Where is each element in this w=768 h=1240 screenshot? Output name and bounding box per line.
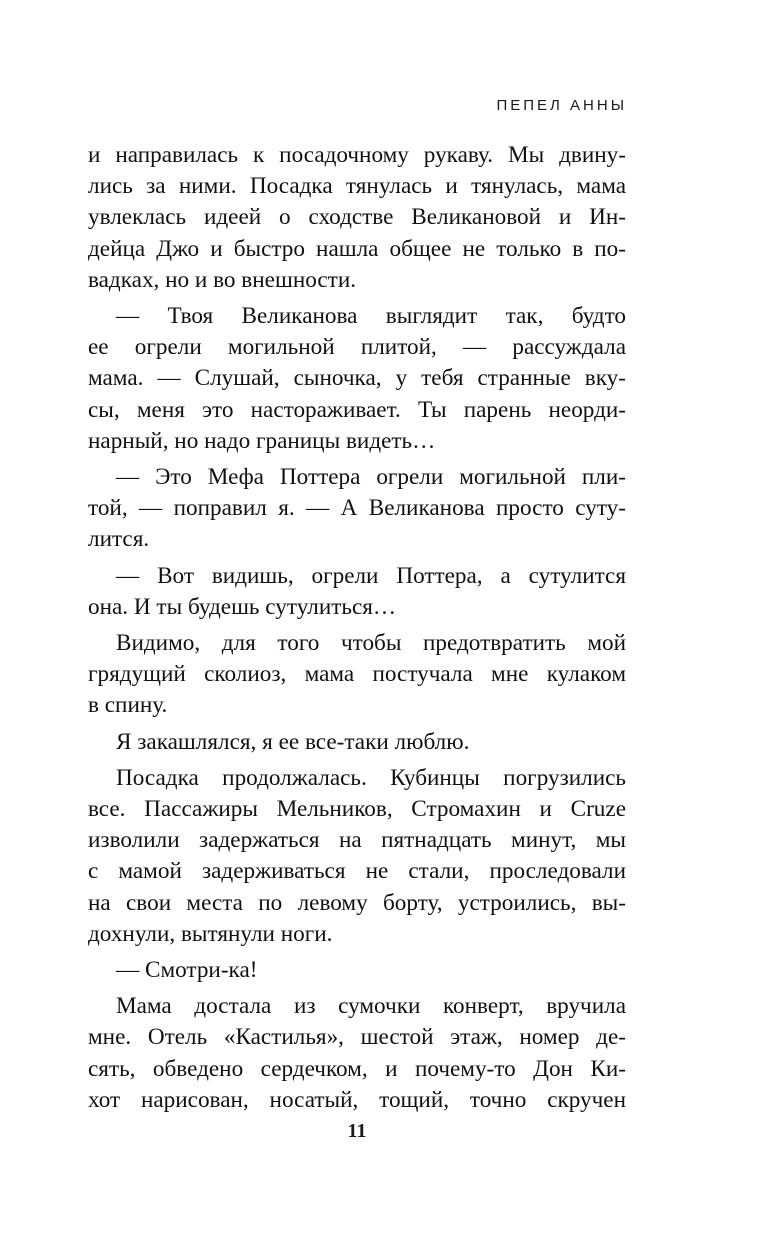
text-line: и направилась к посадочному рукаву. Мы двину- bbox=[88, 142, 626, 168]
body-text bbox=[88, 140, 626, 1116]
text-line: — Смотри-ка! bbox=[116, 957, 258, 984]
paragraph bbox=[88, 301, 626, 457]
text-line: вадках, но и во внешности. bbox=[88, 266, 357, 293]
text-line: Видимо, для того чтобы предотвратить мой bbox=[116, 630, 626, 657]
text-line: сы, меня это настораживает. Ты парень неорди- bbox=[88, 396, 626, 423]
paragraph bbox=[88, 628, 626, 722]
text-line: в спину. bbox=[88, 692, 168, 719]
text-line: той, — поправил я. — А Великанова просто суту- bbox=[88, 495, 626, 522]
text-line: — Это Мефа Поттера огрели могильной пли- bbox=[116, 464, 626, 491]
text-line: Мама достала из сумочки конверт, вручила bbox=[116, 993, 626, 1020]
text-line: нарный, но надо границы видеть… bbox=[88, 427, 436, 454]
text-line: на свои места по левому борту, устроились, вы- bbox=[88, 889, 626, 916]
text-line: — Твоя Великанова выглядит так, будто bbox=[116, 303, 626, 330]
paragraph bbox=[88, 140, 626, 296]
paragraph bbox=[88, 462, 626, 556]
text-line: ее огрели могильной плитой, — рассуждала bbox=[88, 334, 626, 361]
text-line: хот нарисован, носатый, тощий, точно скручен bbox=[88, 1086, 626, 1113]
page-number: 11 bbox=[347, 1120, 367, 1142]
paragraph bbox=[88, 955, 626, 986]
text-line: с мамой задерживаться не стали, проследовали bbox=[88, 858, 626, 885]
text-line: дохнули, вытянули ноги. bbox=[88, 920, 333, 947]
text-line: сять, обведено сердечком, и почему-то Дон Ки- bbox=[88, 1055, 626, 1082]
text-line: мама. — Слушай, сыночка, у тебя странные вку- bbox=[88, 365, 626, 392]
text-line: Посадка продолжалась. Кубинцы погрузились bbox=[116, 764, 626, 791]
paragraph bbox=[88, 727, 626, 758]
text-line: грядущий сколиоз, мама постучала мне кулаком bbox=[88, 661, 626, 688]
text-line: Я закашлялся, я ее все-таки люблю. bbox=[116, 728, 470, 755]
text-line: она. И ты будешь сутулиться… bbox=[88, 593, 397, 620]
paragraph bbox=[88, 991, 626, 1116]
text-line: увлеклась идеей о сходстве Великановой и Ин- bbox=[88, 204, 626, 231]
text-line: все. Пассажиры Мельников, Стромахин и Cruze bbox=[88, 796, 626, 823]
paragraph bbox=[88, 763, 626, 950]
paragraph bbox=[88, 561, 626, 623]
text-line: мне. Отель «Кастилья», шестой этаж, номер де- bbox=[88, 1024, 626, 1051]
text-line: лись за ними. Посадка тянулась и тянулась, мама bbox=[88, 173, 626, 200]
running-head: ПЕПЕЛ АННЫ bbox=[496, 97, 627, 114]
text-line: дейца Джо и быстро нашла общее не только в по- bbox=[88, 235, 626, 262]
text-line: лится. bbox=[88, 526, 150, 553]
text-line: изволили задержаться на пятнадцать минут, мы bbox=[88, 827, 626, 854]
text-line: — Вот видишь, огрели Поттера, а сутулится bbox=[116, 562, 626, 589]
